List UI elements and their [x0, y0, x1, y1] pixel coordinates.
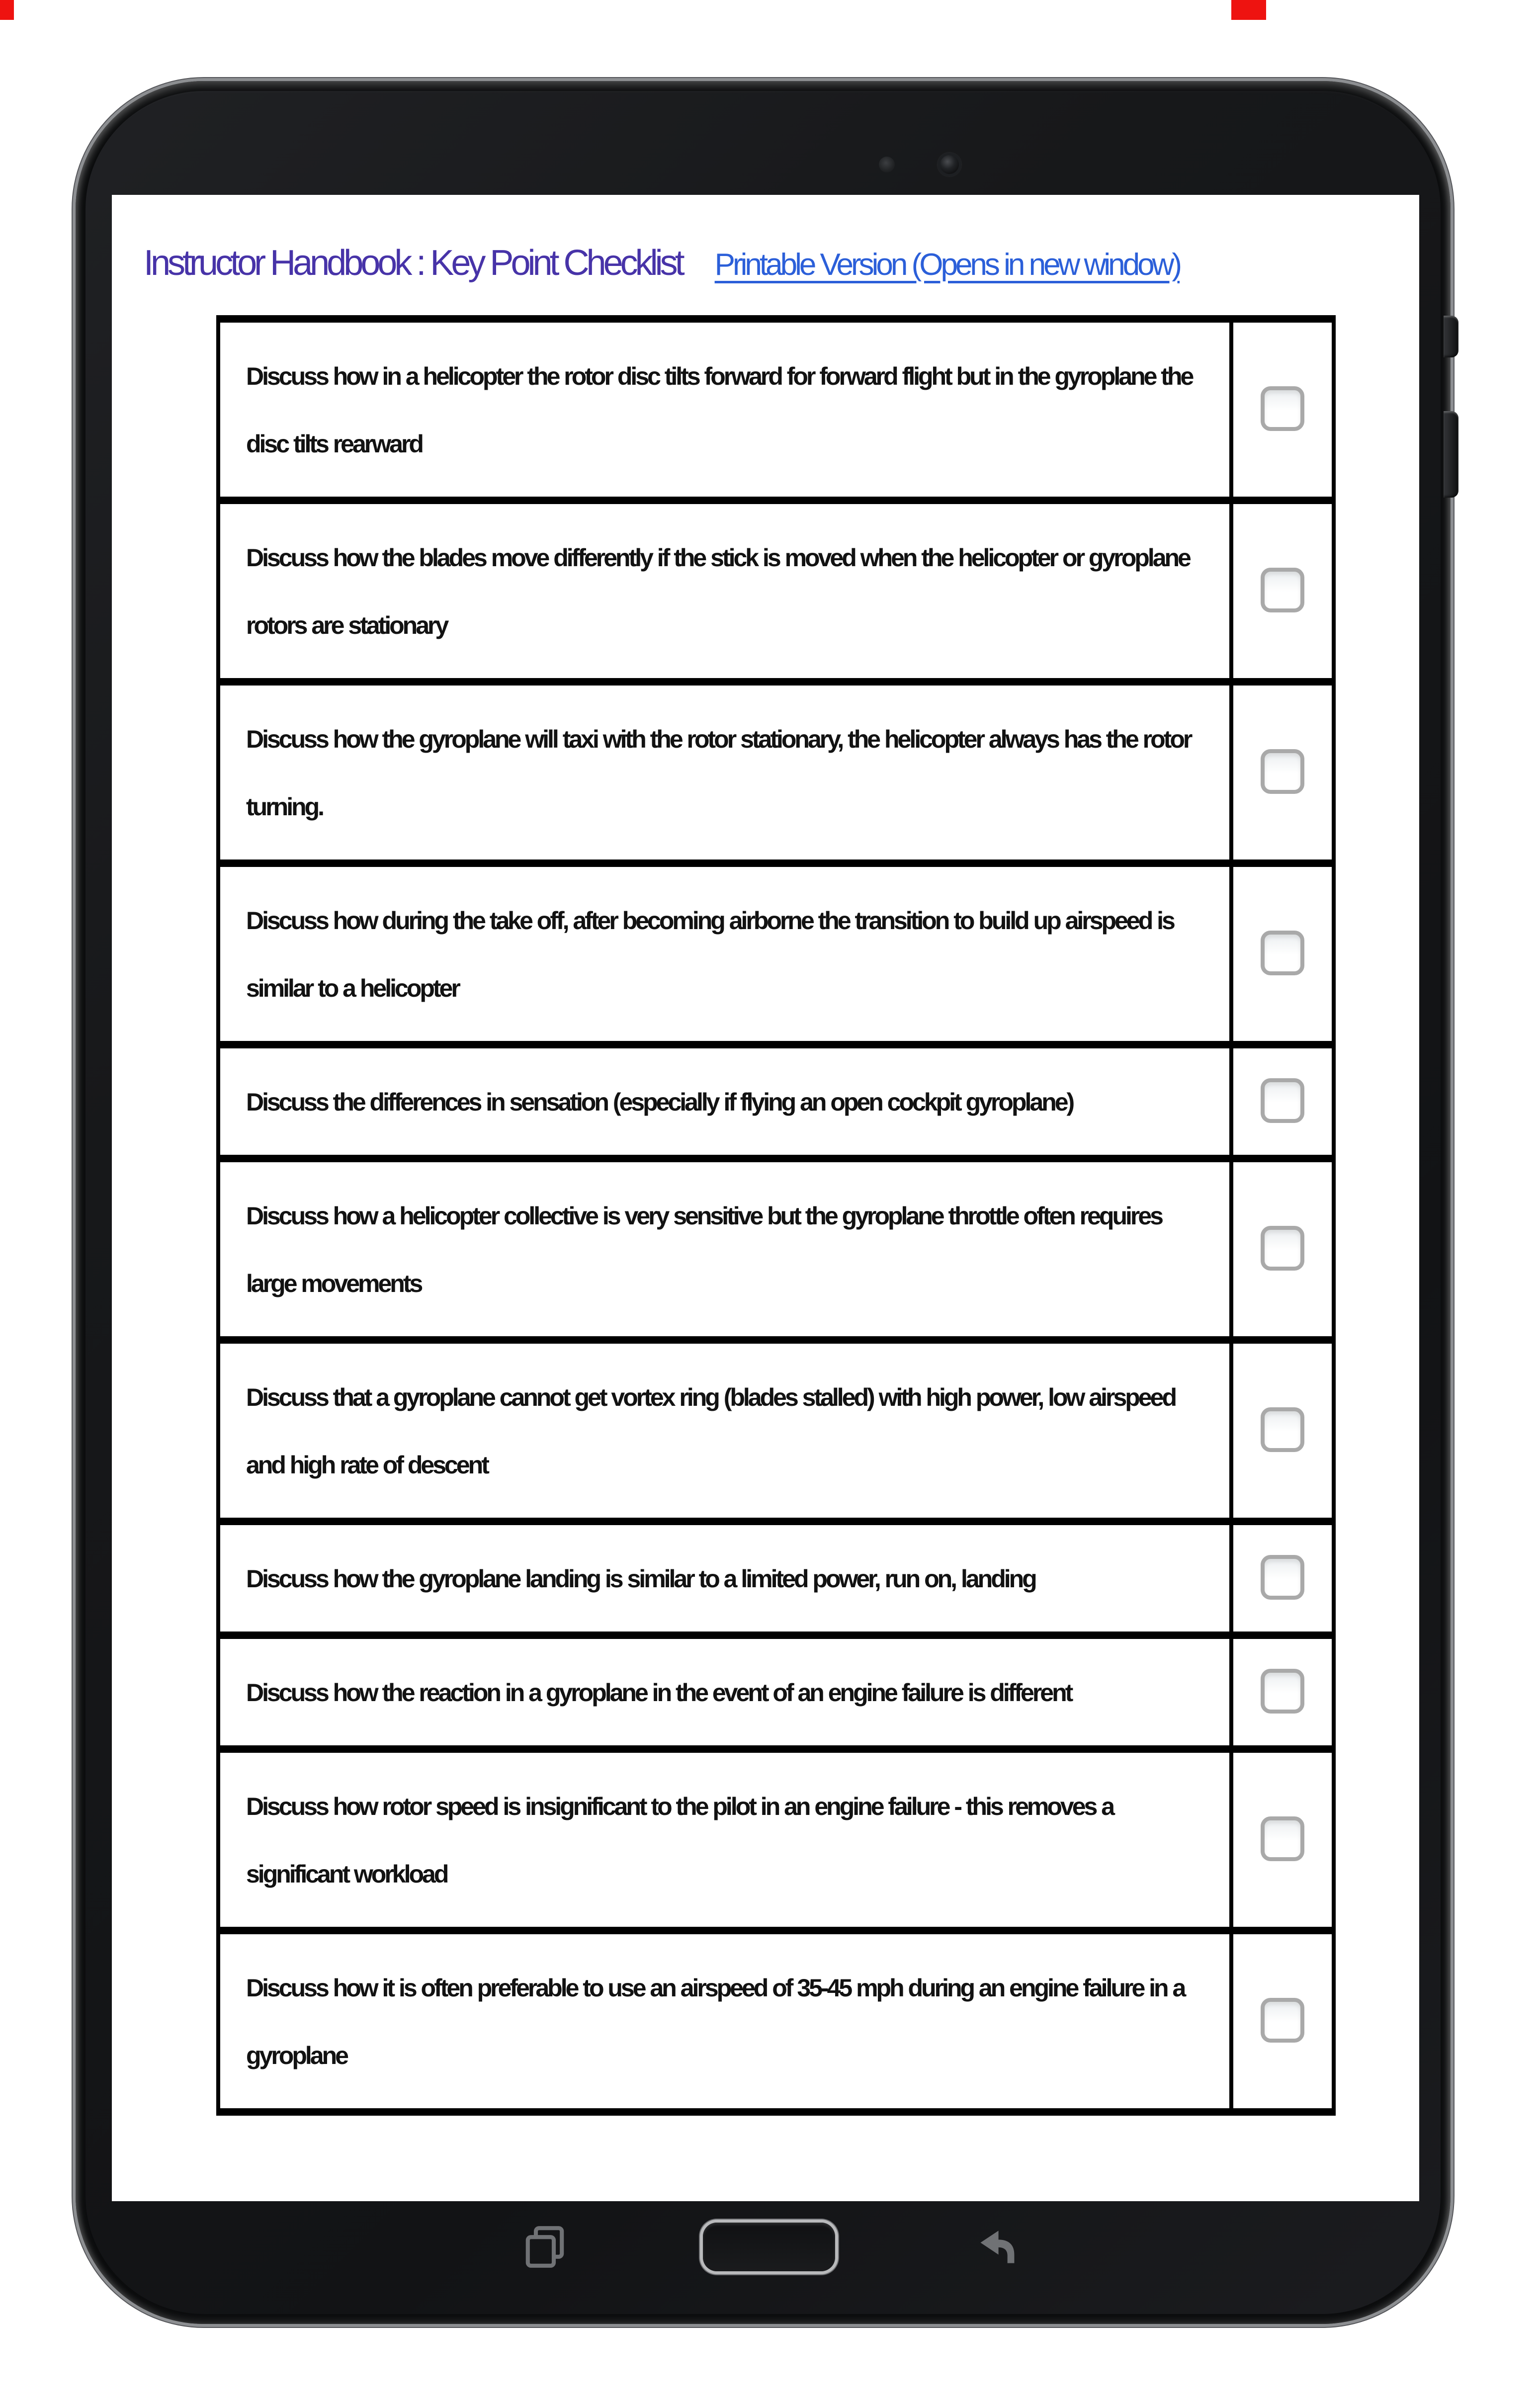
checklist-item-text: Discuss how the gyroplane landing is similar to a limited power, run on, landing [246, 1565, 1035, 1593]
home-button[interactable] [703, 2223, 835, 2271]
checklist-item-checkbox[interactable] [1261, 1078, 1304, 1123]
checklist-item-text: Discuss how in a helicopter the rotor disc tilts forward for forward flight but in the gyroplane the disc tilts rearward [246, 362, 1193, 458]
checklist-row [218, 1749, 1334, 1931]
checklist-item-text: Discuss how a helicopter collective is very sensitive but the gyroplane throttle often requires large movements [246, 1202, 1162, 1297]
checklist-row [218, 1931, 1334, 2112]
checklist-item-checkbox[interactable] [1261, 1407, 1304, 1452]
checklist-table-body [218, 319, 1334, 2112]
checklist-row [218, 501, 1334, 682]
tablet-frame [76, 81, 1451, 2324]
checklist-item-checkbox[interactable] [1261, 568, 1304, 612]
checklist-row [218, 1045, 1334, 1159]
screen [112, 195, 1419, 2201]
power-button[interactable] [1444, 316, 1458, 357]
light-sensor-icon [879, 157, 895, 172]
checklist-item-text: Discuss how the blades move differently if the stick is moved when the helicopter or gyroplane rotors are stationary [246, 544, 1190, 639]
checklist-item-text: Discuss that a gyroplane cannot get vortex ring (blades stalled) with high power, low airspeed and high rate of descent [246, 1383, 1176, 1479]
back-icon [970, 2226, 1018, 2268]
checklist-item-checkbox[interactable] [1261, 1998, 1304, 2043]
checklist-row [218, 863, 1334, 1045]
checklist-row [218, 1522, 1334, 1635]
printable-version-link[interactable]: Printable Version (Opens in new window) [714, 248, 1180, 282]
recent-apps-icon [521, 2225, 569, 2269]
checklist-row [218, 1635, 1334, 1749]
checklist-item-checkbox[interactable] [1261, 386, 1304, 431]
checklist-item-checkbox[interactable] [1261, 1816, 1304, 1861]
checklist-item-text: Discuss how the reaction in a gyroplane in the event of an engine failure is different [246, 1679, 1072, 1707]
back-button[interactable] [970, 2226, 1018, 2268]
page-header [144, 243, 1391, 283]
checklist-item-checkbox[interactable] [1261, 1226, 1304, 1271]
checklist-item-checkbox[interactable] [1261, 931, 1304, 975]
checklist-row [218, 682, 1334, 863]
checklist-item-checkbox[interactable] [1261, 749, 1304, 794]
checklist-row [218, 1159, 1334, 1340]
page-title: Instructor Handbook : Key Point Checklist [144, 243, 682, 283]
checklist-item-text: Discuss the differences in sensation (especially if flying an open cockpit gyroplane) [246, 1088, 1073, 1116]
recent-apps-button[interactable] [521, 2225, 569, 2269]
volume-rocker[interactable] [1444, 411, 1458, 498]
checklist-item-text: Discuss how rotor speed is insignificant to the pilot in an engine failure - this removes a significant workload [246, 1793, 1113, 1888]
checklist-row [218, 319, 1334, 501]
red-corner-mark-right [1231, 0, 1266, 20]
checklist-item-checkbox[interactable] [1261, 1555, 1304, 1600]
checklist-item-text: Discuss how during the take off, after becoming airborne the transition to build up airspeed is similar to a helicopter [246, 907, 1174, 1002]
checklist-table [216, 315, 1336, 2116]
front-camera-icon [938, 153, 961, 176]
checklist-row [218, 1340, 1334, 1522]
checklist-item-text: Discuss how the gyroplane will taxi with the rotor stationary, the helicopter always has the rotor turning. [246, 725, 1191, 821]
checklist-item-checkbox[interactable] [1261, 1669, 1304, 1714]
checklist-item-text: Discuss how it is often preferable to use an airspeed of 35-45 mph during an engine failure in a gyroplane [246, 1974, 1185, 2069]
red-corner-mark-left [0, 0, 14, 20]
